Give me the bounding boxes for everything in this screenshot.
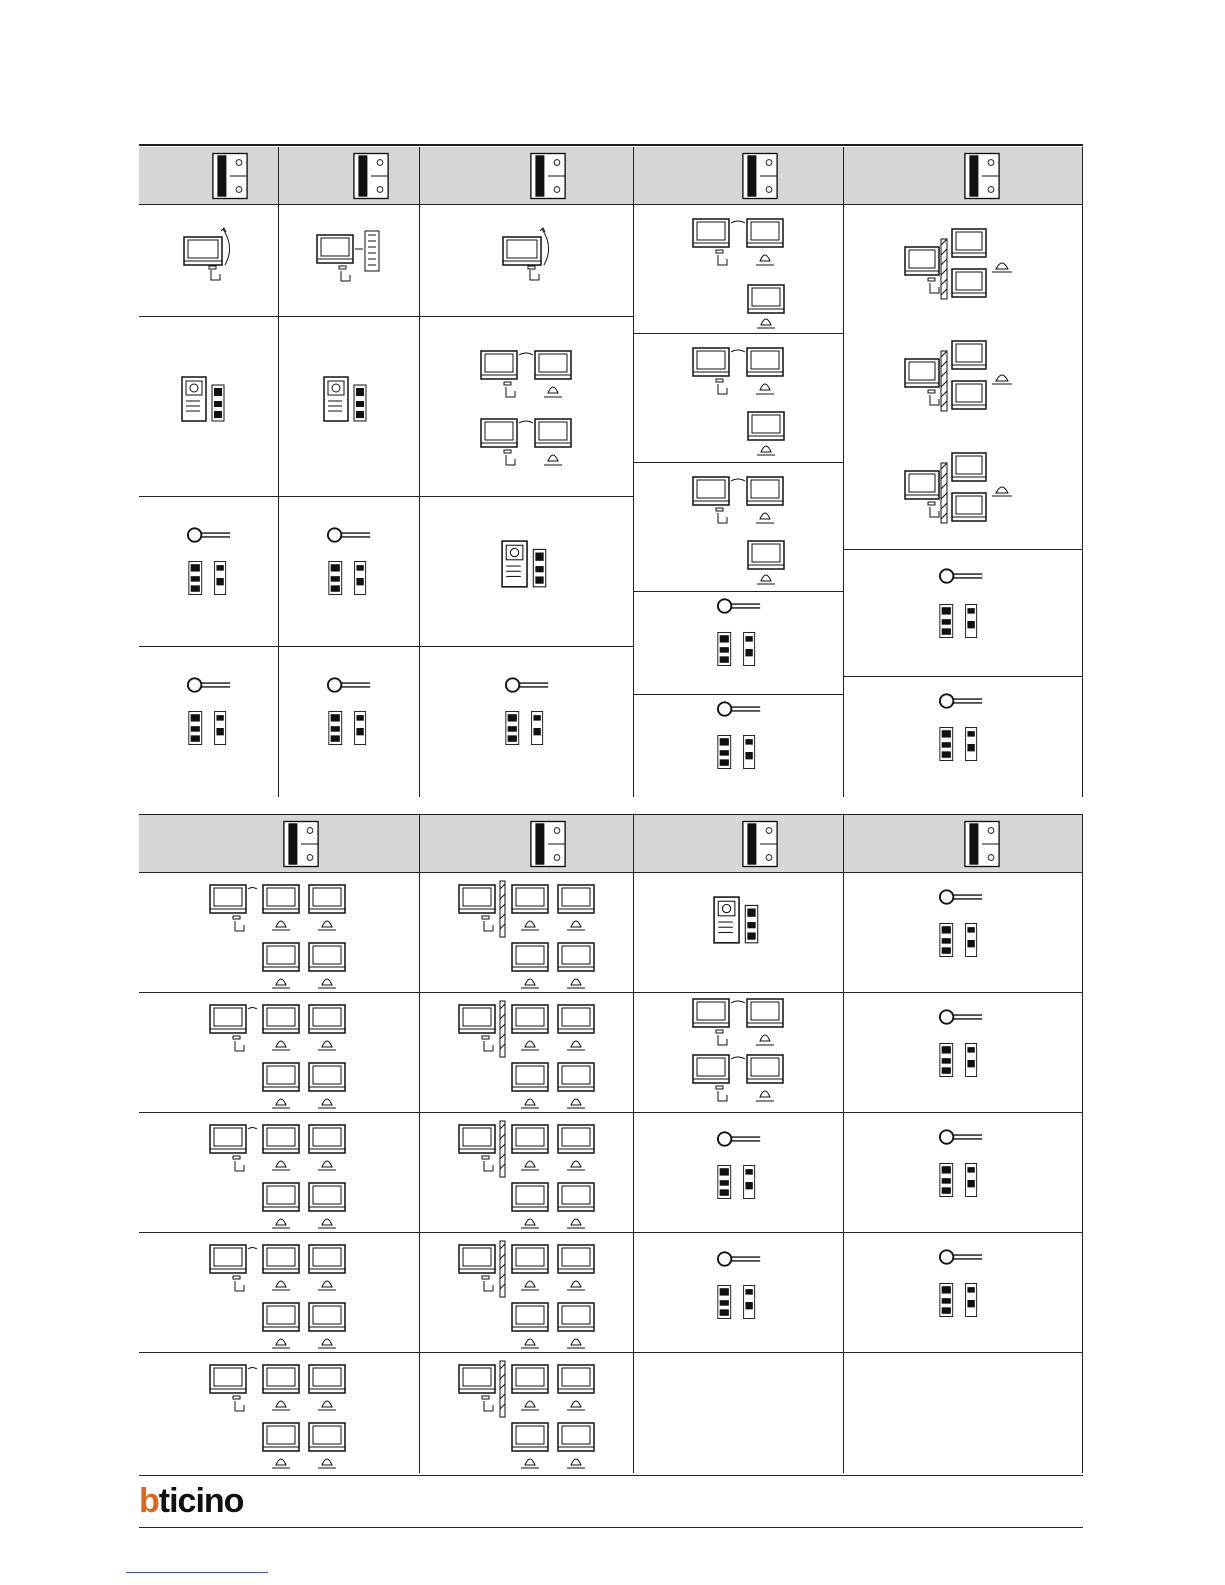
table-cell [634,873,844,993]
table-cell [634,1233,844,1353]
module-icon [327,709,373,747]
key-icon [716,699,764,719]
table-cell [139,873,420,993]
module-icon [716,630,762,668]
monitor-wall-group-icon [902,225,1022,315]
table-cell [844,677,1083,797]
module-icon [716,1283,762,1321]
table-cell [279,497,420,647]
monitor-pair-icon [478,345,578,405]
table-cell [420,205,634,317]
key-icon [716,596,764,616]
header-cell [634,147,844,205]
entrance-panel-icon [319,375,375,425]
table-cell [634,463,844,592]
table-cell [139,1113,420,1233]
monitor-bell-icon [744,408,788,458]
footer-link-underline[interactable] [126,1572,268,1573]
door-panel-icon [530,819,566,869]
footer-rule-bottom [139,1527,1083,1528]
header-cell [279,147,420,205]
monitor-icon [315,229,395,289]
key-icon [716,1249,764,1269]
door-panel-icon [742,819,778,869]
door-panel-icon [353,151,389,201]
entrance-panel-icon [496,539,556,591]
table-cell [844,1353,1083,1473]
table-cell [139,647,279,797]
table-cell [420,1113,634,1233]
monitor-wall-group-icon [456,999,606,1109]
table-cell [420,1233,634,1353]
monitor-group-icon [207,1119,357,1229]
table-cell [139,1353,420,1473]
door-panel-icon [283,819,319,869]
monitor-group-icon [207,999,357,1109]
table-cell [279,205,420,317]
key-icon [186,525,234,545]
table-cell [634,334,844,463]
table-cell [844,205,1083,550]
monitor-group-icon [207,879,357,989]
module-icon [938,602,984,640]
table-cell [420,317,634,497]
key-icon [938,566,986,586]
table-cell [634,1113,844,1233]
table-cell [420,873,634,993]
table-cell [634,695,844,797]
module-icon [938,921,984,959]
table-cell [139,317,279,497]
monitor-pair-icon [478,413,578,473]
key-icon [938,887,986,907]
monitor-wall-group-icon [456,1239,606,1349]
bticino-logo: bticino [139,1482,244,1520]
module-icon [938,1041,984,1079]
key-icon [938,1247,986,1267]
table-cell [139,993,420,1113]
module-icon [938,725,984,763]
door-panel-icon [964,151,1000,201]
header-cell [844,815,1083,873]
table-cell [139,497,279,647]
table-cell [634,993,844,1113]
monitor-wall-group-icon [902,449,1022,539]
module-icon [187,709,233,747]
monitor-pair-icon [690,993,790,1053]
module-icon [716,733,762,771]
key-icon [326,675,374,695]
monitor-forward-icon [181,225,241,285]
table-cell [844,873,1083,993]
module-icon [716,1163,762,1201]
table-cell [844,1233,1083,1353]
monitor-pair-icon [690,213,790,273]
module-icon [938,1161,984,1199]
module-icon [938,1281,984,1319]
module-icon [327,559,373,597]
door-panel-icon [742,151,778,201]
table-cell [634,1353,844,1473]
door-panel-icon [964,819,1000,869]
monitor-forward-icon [500,225,560,285]
top-rule [139,144,1083,146]
header-cell [844,147,1083,205]
table-cell [844,1113,1083,1233]
header-cell [139,815,420,873]
table-cell [420,497,634,647]
monitor-pair-icon [690,342,790,402]
monitor-wall-group-icon [456,879,606,989]
table-cell [139,1233,420,1353]
table-cell [634,592,844,695]
table-cell [279,317,420,497]
monitor-pair-icon [690,1049,790,1109]
table-cell [420,993,634,1113]
module-icon [187,559,233,597]
monitor-pair-icon [690,471,790,531]
key-icon [938,1127,986,1147]
entrance-panel-icon [708,895,768,947]
table-cell [844,993,1083,1113]
table-cell [420,647,634,797]
key-icon [504,675,552,695]
monitor-group-icon [207,1239,357,1349]
monitor-wall-group-icon [902,337,1022,427]
table-cell [139,205,279,317]
key-icon [326,525,374,545]
door-panel-icon [530,151,566,201]
monitor-wall-group-icon [456,1119,606,1229]
entrance-panel-icon [177,375,233,425]
table-cell [634,205,844,334]
key-icon [186,675,234,695]
table-cell [420,1353,634,1473]
key-icon [938,691,986,711]
header-cell [420,815,634,873]
header-cell [420,147,634,205]
key-icon [938,1007,986,1027]
header-cell [634,815,844,873]
footer-rule-top [139,1475,1083,1476]
monitor-group-icon [207,1359,357,1469]
module-icon [504,709,550,747]
table-cell [279,647,420,797]
monitor-wall-group-icon [456,1359,606,1469]
key-icon [716,1129,764,1149]
monitor-bell-icon [744,537,788,587]
monitor-bell-icon [744,281,788,331]
door-panel-icon [212,151,248,201]
header-cell [139,147,279,205]
table-cell [844,550,1083,677]
